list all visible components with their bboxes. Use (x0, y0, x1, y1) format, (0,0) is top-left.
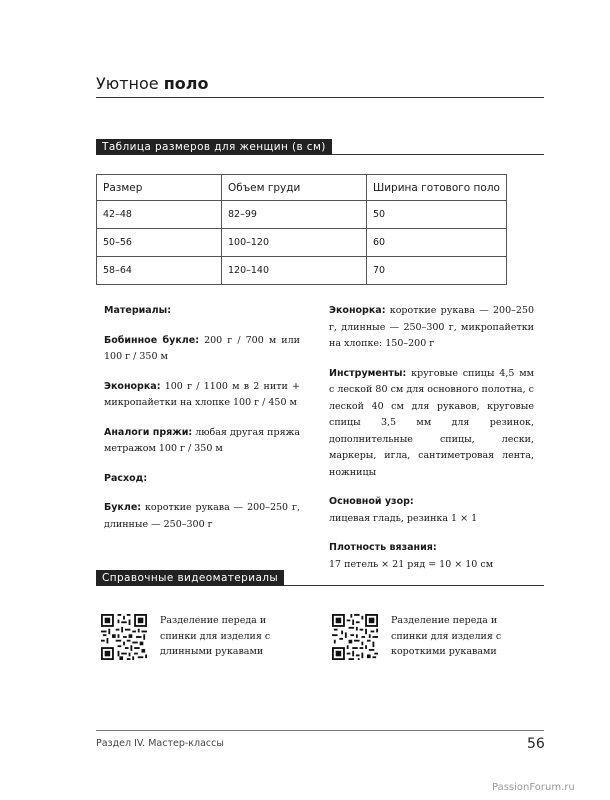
cell-width: 70 (367, 257, 507, 285)
table-row (97, 229, 507, 257)
cell-size: 42–48 (97, 201, 222, 229)
cell-size: 50–56 (97, 229, 222, 257)
cell-chest: 82–99 (222, 201, 367, 229)
ekonorka-usage-label: Эконорка: (329, 305, 386, 316)
usage-label: Расход: (104, 472, 148, 484)
cell-size: 58–64 (97, 257, 222, 285)
video-link-long-sleeves[interactable]: Разделение переда и спинки для изделия с длинными рукавами (160, 615, 271, 657)
table-header-row (97, 175, 507, 201)
analogs-text: любая другая пряжа метражом 100 г / 350 м (104, 426, 300, 454)
watermark: PassionForum.ru (492, 782, 575, 793)
tools-label: Инструменты: (329, 367, 407, 379)
bouclé-text: 200 г / 700 м или 100 г / 350 м (104, 334, 300, 362)
table-row (97, 257, 507, 285)
header-size: Размер (97, 175, 222, 201)
pattern-label: Основной узор: (329, 496, 414, 507)
usage-bouclé-label: Букле: (104, 502, 142, 513)
cell-width: 60 (367, 229, 507, 257)
materials-label: Материалы: (104, 305, 172, 316)
sizes-table (96, 174, 507, 285)
usage-bouclé-text: короткие рукава — 200–250 г, длинные — 250–300 г (104, 502, 300, 530)
density-label: Плотность вязания: (329, 542, 437, 553)
page-number: 56 (527, 736, 545, 752)
ekonorka-usage-text: короткие рукава — 200–250 г, длинные — 250–300 г, микропайетки на хлопке: 150–200 г (329, 305, 534, 349)
cell-chest: 120–140 (222, 257, 367, 285)
title-rule (96, 97, 544, 98)
video-link-short-sleeves[interactable]: Разделение переда и спинки для изделия с короткими рукавами (391, 615, 502, 657)
cell-chest: 100–120 (222, 229, 367, 257)
ekonorka-text: 100 г / 1100 м в 2 нити + микропайетки на хлопке 100 г / 450 м (104, 380, 300, 408)
page-title (96, 74, 208, 93)
header-width: Ширина готового поло (367, 175, 507, 201)
footer-rule (96, 730, 544, 731)
pattern-text: лицевая гладь, резинка 1 × 1 (329, 512, 478, 524)
qr-code-long-sleeves[interactable] (101, 614, 147, 660)
qr-code-short-sleeves[interactable] (332, 614, 378, 660)
cell-width: 50 (367, 201, 507, 229)
qr-code-icon (332, 614, 378, 660)
table-row (97, 201, 507, 229)
ekonorka-label: Эконорка: (104, 380, 161, 392)
bouclé-label: Бобинное букле: (104, 334, 199, 346)
sizes-heading: Таблица размеров для женщин (в см) (96, 139, 332, 155)
tools-text: круговые спицы 4,5 мм с леской 80 см для основного полотна, с леской 40 см для рукавов, круговые спицы 3,5 мм для резинок, дополнительные спицы, лески, маркеры, игла, сантиметровая лента, ножницы (329, 367, 534, 478)
density-text: 17 петель × 21 ряд = 10 × 10 см (329, 558, 494, 570)
video-heading: Справочные видеоматериалы (96, 570, 284, 586)
materials-column-right (329, 303, 534, 586)
title-bold: поло (163, 74, 209, 93)
qr-code-icon (101, 614, 147, 660)
footer-section: Раздел IV. Мастер-классы (96, 738, 224, 749)
header-chest: Объем груди (222, 175, 367, 201)
analogs-label: Аналоги пряжи: (104, 426, 193, 438)
materials-column-left (104, 303, 300, 546)
title-regular: Уютное (96, 74, 164, 93)
